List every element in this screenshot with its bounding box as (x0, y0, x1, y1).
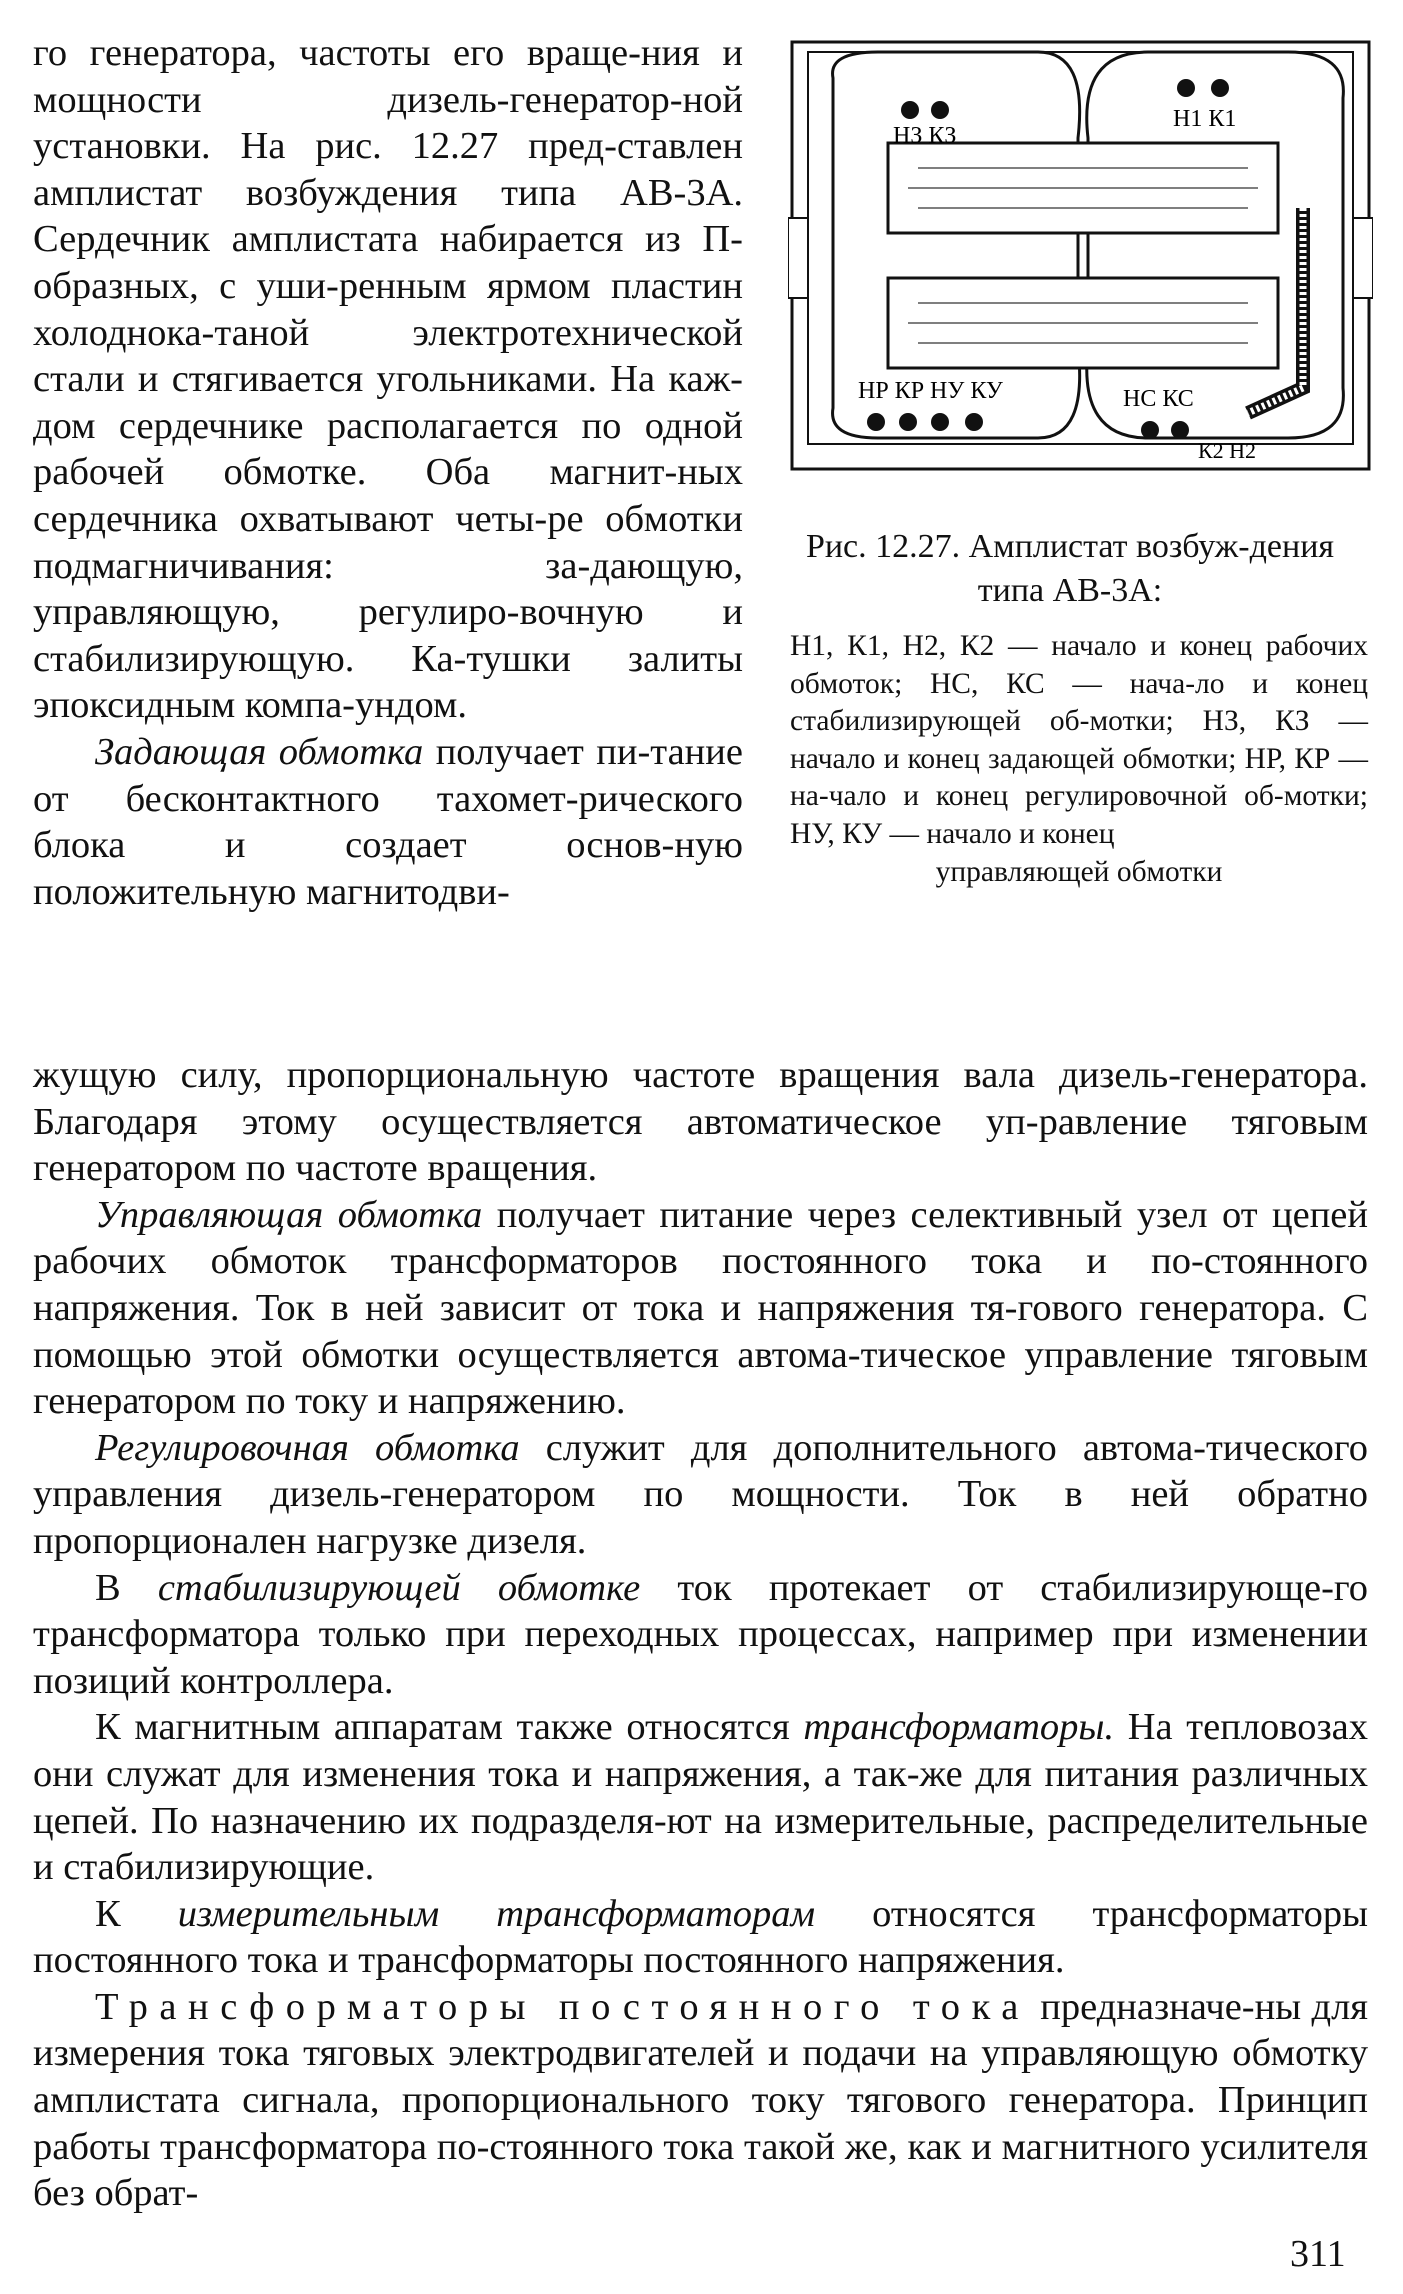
paragraph-master-winding: Задающая обмотка получает пи-тание от бесконтактного тахомет-рического блока и создает основ-ную положительную магнитодви- (33, 730, 743, 913)
term-regulating-winding: Регулировочная обмотка (95, 1426, 520, 1469)
figure-title: Рис. 12.27. Амплистат возбуж-дения типа АВ-3А: (805, 528, 1335, 609)
term-transformers: трансформаторы. (803, 1706, 1115, 1749)
label-regs: НР КР НУ КУ (858, 378, 1003, 404)
full-width-text (33, 1052, 1368, 2217)
amplistat-figure (788, 38, 1373, 473)
paragraph-dc-transformers: Трансформаторы постоянного тока предназначе-ны для измерения тока тяговых электродвигателей и подачи на управляющую обмотку амплистата сигнала, пропорционального току тягового генератора. Принцип работы трансформатора по-стоянного тока такой же, как и магнитного усилителя без обрат- (33, 1985, 1368, 2215)
paragraph-intro: го генератора, частоты его враще-ния и мощности дизель-генератор-ной установки. На рис. 12.27 пред-ставлен амплистат возбуждения типа АВ-3А. Сердечник амплистата набирается из П-образных, с уши-ренным ярмом пластин холоднока-таной электротехнической стали и стягивается угольниками. На каж-дом сердечнике располагается по одной рабочей обмотке. Оба магнит-ных сердечника охватывают четы-ре обмотки подмагничивания: за-дающую, управляющую, регулиро-вочную и стабилизирующую. Ка-тушки залиты эпоксидным компа-ундом. (33, 32, 743, 727)
page-number: 311 (1290, 2233, 1346, 2275)
term-master-winding: Задающая обмотка (95, 730, 424, 773)
term-measuring-transformers: измерительным трансформаторам (177, 1892, 816, 1935)
label-nsks: НС КС (1123, 386, 1194, 412)
term-dc-transformers: Трансформаторы постоянного тока (95, 1985, 1030, 2028)
figure-caption-main: Н1, К1, Н2, К2 — начало и конец рабочих обмоток; НС, КС — нача-ло и конец стабилизирующей об-мотки; НЗ, КЗ — начало и конец задающей обмотки; НР, КР — на-чало и конец регулировочной об-мотки; НУ, КУ — начало и конец (790, 630, 1368, 850)
paragraph-transformers: К магнитным аппаратам также относятся трансформаторы. На тепловозах они служат для изменения тока и напряжения, а так-же для питания различных цепей. По назначению их подразделя-ют на измерительные, распределительные и стабилизирующие. (33, 1706, 1368, 1889)
term-control-winding: Управляющая обмотка (95, 1193, 483, 1236)
paragraph-master-winding-cont: жущую силу, пропорциональную частоте вращения вала дизель-генератора. Благодаря этому осуществляется автоматическое уп-равление тяговым генератором по частоте вращения. (33, 1054, 1368, 1190)
label-n1k1: Н1 К1 (1173, 106, 1237, 132)
figure-caption (790, 628, 1368, 891)
term-stabilizing-winding: стабилизирующей обмотке (157, 1566, 641, 1609)
paragraph-measuring-transformers: К измерительным трансформаторам относятся трансформаторы постоянного тока и трансформаторы постоянного напряжения. (33, 1892, 1368, 1982)
paragraph-control-winding: Управляющая обмотка получает питание через селективный узел от цепей рабочих обмоток трансформаторов постоянного тока и по-стоянного напряжения. Ток в ней зависит от тока и напряжения тя-гового генератора. С помощью этой обмотки осуществляется автома-тическое управление тяговым генератором по току и напряжению. (33, 1193, 1368, 1423)
left-column-text (33, 30, 743, 915)
paragraph-regulating-winding: Регулировочная обмотка служит для дополнительного автома-тического управления дизель-генератором по мощности. Ток в ней обратно пропорционален нагрузке дизеля. (33, 1426, 1368, 1562)
amplistat-drawing (788, 38, 1373, 473)
figure-caption-last: управляющей обмотки (935, 855, 1223, 888)
label-n3k3: НЗ КЗ (893, 123, 957, 149)
label-k2n2: К2 Н2 (1198, 438, 1257, 463)
paragraph-stabilizing-winding: В стабилизирующей обмотке ток протекает от стабилизирующе-го трансформатора только при переходных процессах, например при изменении позиций контроллера. (33, 1566, 1368, 1702)
